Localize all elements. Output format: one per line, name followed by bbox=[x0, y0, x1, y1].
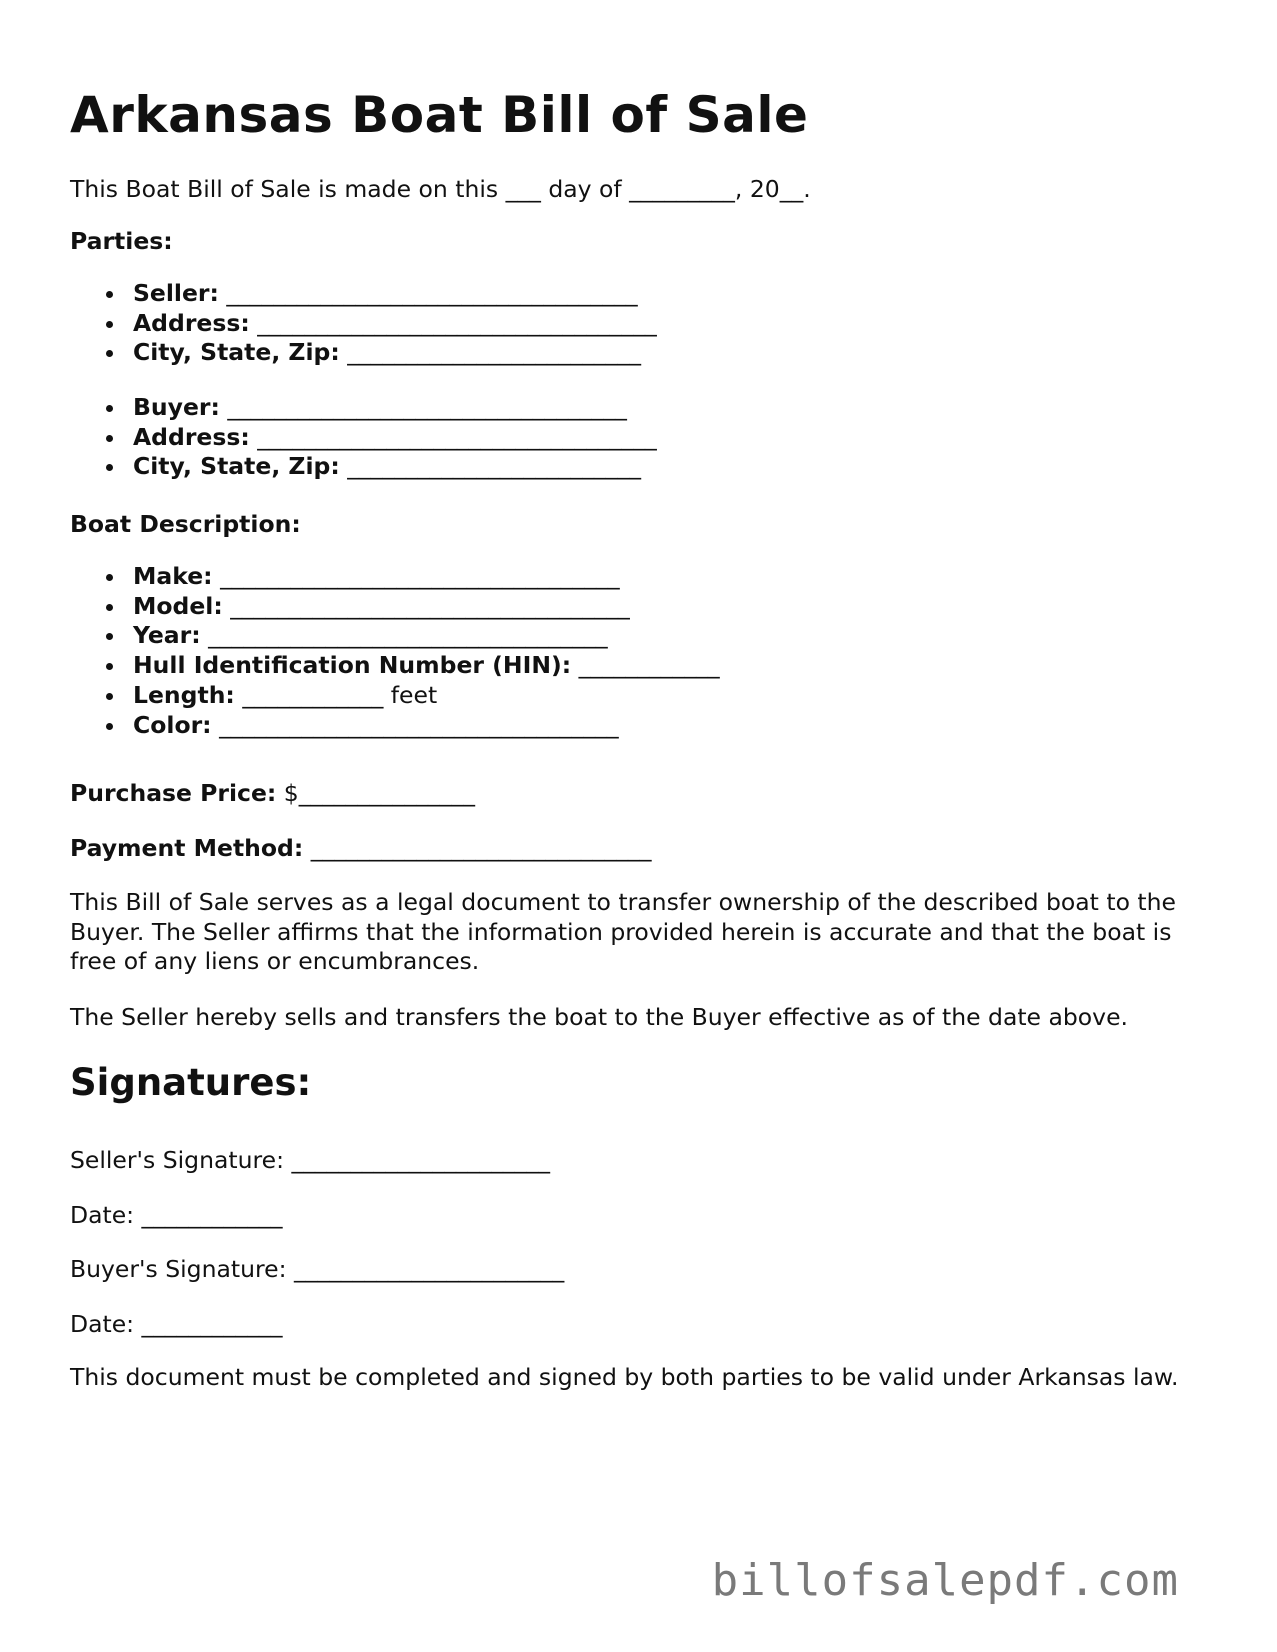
seller-fields-list bbox=[70, 279, 657, 368]
boat-model-field: Model: __________________________________ bbox=[70, 592, 720, 622]
legal-paragraph: This Bill of Sale serves as a legal document to transfer ownership of the described boat to the Buyer. The Seller affirms that the information provided herein is accurate and that the boat is free of any liens or encumbrances. bbox=[70, 888, 1176, 975]
boat-color-field: Color: __________________________________ bbox=[70, 711, 720, 741]
buyer-signature-line: Buyer's Signature: _______________________ bbox=[70, 1255, 565, 1283]
closing-note: This document must be completed and signed by both parties to be valid under Arkansas law. bbox=[70, 1363, 1179, 1391]
parties-heading: Parties: bbox=[70, 227, 173, 255]
boat-length-field: Length: ____________ feet bbox=[70, 681, 720, 711]
buyer-name-field: Buyer: __________________________________ bbox=[70, 393, 657, 423]
buyer-date-line: Date: ____________ bbox=[70, 1310, 283, 1338]
seller-city-state-zip-field: City, State, Zip: _________________________ bbox=[70, 338, 657, 368]
payment-method-blank: _____________________________ bbox=[310, 834, 652, 862]
boat-year-field: Year: __________________________________ bbox=[70, 621, 720, 651]
boat-hin-field: Hull Identification Number (HIN): ____________ bbox=[70, 651, 720, 681]
watermark-text: billofsalepdf.com bbox=[711, 1555, 1179, 1606]
signatures-heading: Signatures: bbox=[70, 1061, 312, 1104]
payment-method-line bbox=[70, 833, 652, 863]
buyer-fields-list bbox=[70, 393, 657, 482]
document-title: Arkansas Boat Bill of Sale bbox=[70, 86, 809, 144]
seller-address-field: Address: __________________________________ bbox=[70, 309, 657, 339]
transfer-statement: The Seller hereby sells and transfers the boat to the Buyer effective as of the date above. bbox=[70, 1003, 1129, 1031]
payment-method-label: Payment Method: bbox=[70, 834, 304, 862]
purchase-price-label: Purchase Price: bbox=[70, 779, 277, 807]
buyer-address-field: Address: __________________________________ bbox=[70, 423, 657, 453]
purchase-price-line bbox=[70, 778, 475, 808]
seller-name-field: Seller: ___________________________________ bbox=[70, 279, 657, 309]
seller-date-line: Date: ____________ bbox=[70, 1201, 283, 1229]
purchase-price-blank: $_______________ bbox=[283, 779, 475, 807]
boat-description-heading: Boat Description: bbox=[70, 510, 301, 538]
buyer-city-state-zip-field: City, State, Zip: _________________________ bbox=[70, 452, 657, 482]
boat-make-field: Make: __________________________________ bbox=[70, 562, 720, 592]
intro-line: This Boat Bill of Sale is made on this ___ day of _________, 20__. bbox=[70, 175, 811, 203]
boat-fields-list bbox=[70, 562, 720, 740]
seller-signature-line: Seller's Signature: ______________________ bbox=[70, 1146, 550, 1174]
